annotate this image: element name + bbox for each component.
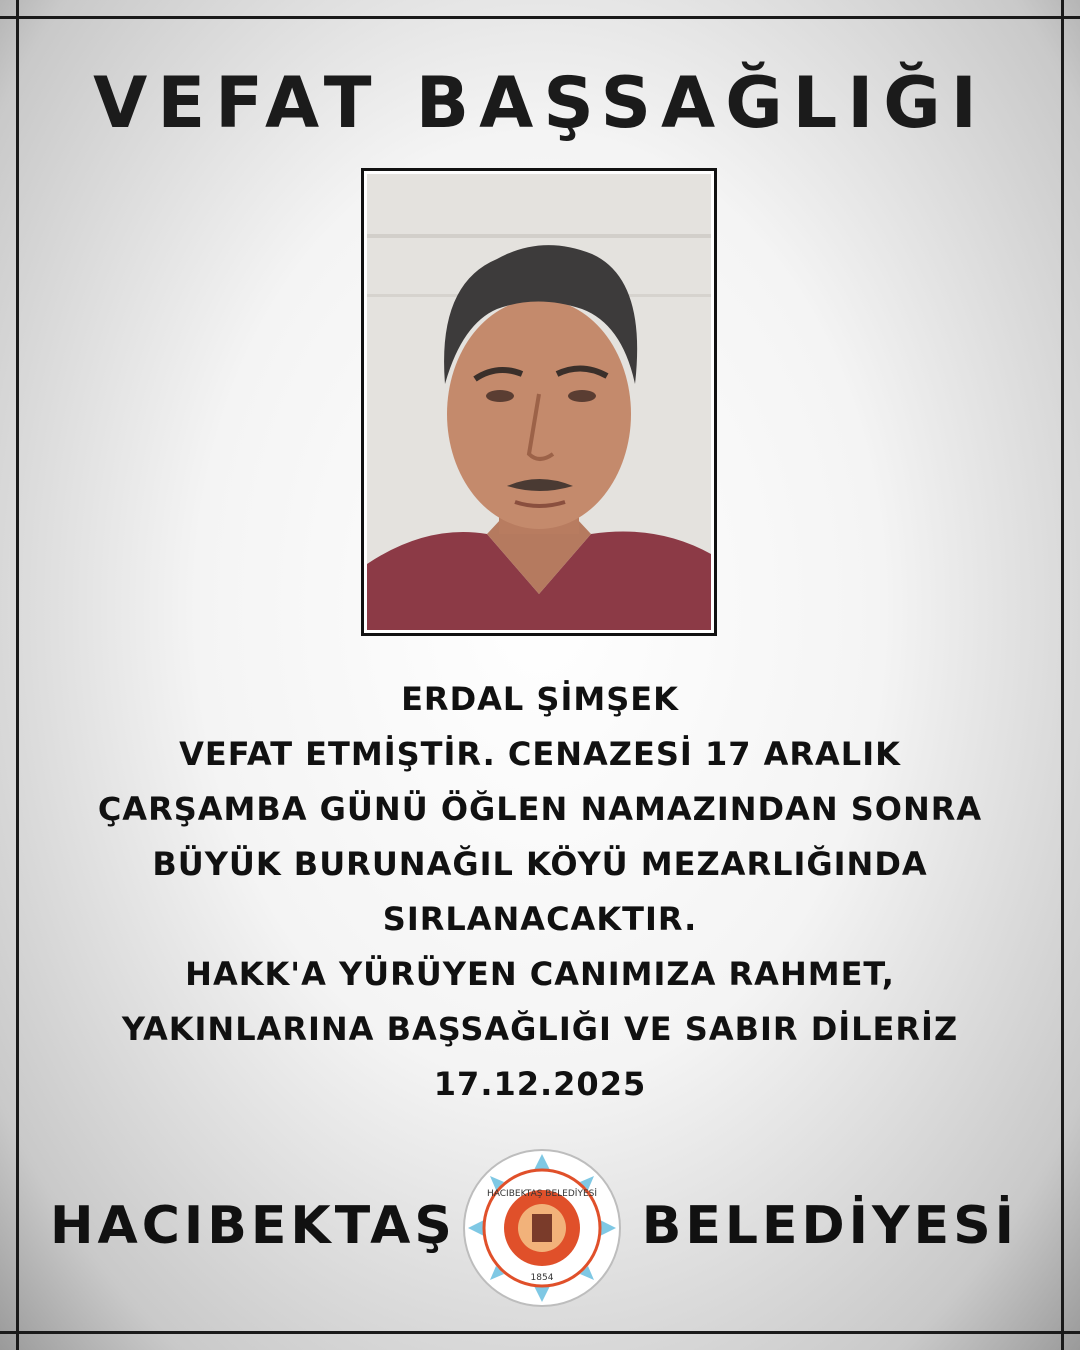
message-date: 17.12.2025 bbox=[433, 1065, 647, 1103]
frame-right-line bbox=[1061, 0, 1064, 1350]
message-line: ÇARŞAMBA GÜNÜ ÖĞLEN NAMAZINDAN SONRA bbox=[97, 790, 983, 828]
portrait-frame bbox=[361, 168, 717, 636]
page-title: VEFAT BAŞSAĞLIĞI bbox=[93, 62, 987, 144]
frame-left-line bbox=[16, 0, 19, 1350]
footer-municipality-left: HACIBEKTAŞ bbox=[50, 1196, 456, 1256]
footer-municipality-right: BELEDİYESİ bbox=[641, 1196, 1018, 1256]
message-line: HAKK'A YÜRÜYEN CANIMIZA RAHMET, bbox=[185, 955, 895, 993]
frame-bottom-line bbox=[0, 1331, 1080, 1334]
svg-text:HACIBEKTAŞ BELEDİYESİ: HACIBEKTAŞ BELEDİYESİ bbox=[487, 1189, 597, 1199]
message-line: SIRLANACAKTIR. bbox=[382, 900, 698, 938]
deceased-name: ERDAL ŞİMŞEK bbox=[401, 680, 679, 718]
svg-text:1854: 1854 bbox=[530, 1273, 554, 1283]
portrait-photo bbox=[367, 174, 711, 630]
frame-top-line bbox=[0, 16, 1080, 19]
message-line: YAKINLARINA BAŞSAĞLIĞI VE SABIR DİLERİZ bbox=[121, 1010, 959, 1048]
portrait-illustration bbox=[367, 174, 711, 630]
message-line: BÜYÜK BURUNAĞIL KÖYÜ MEZARLIĞINDA bbox=[152, 845, 928, 883]
message-line: VEFAT ETMİŞTİR. CENAZESİ 17 ARALIK bbox=[179, 735, 901, 773]
condolence-message bbox=[40, 672, 1040, 1112]
municipality-seal-logo bbox=[462, 1148, 622, 1308]
